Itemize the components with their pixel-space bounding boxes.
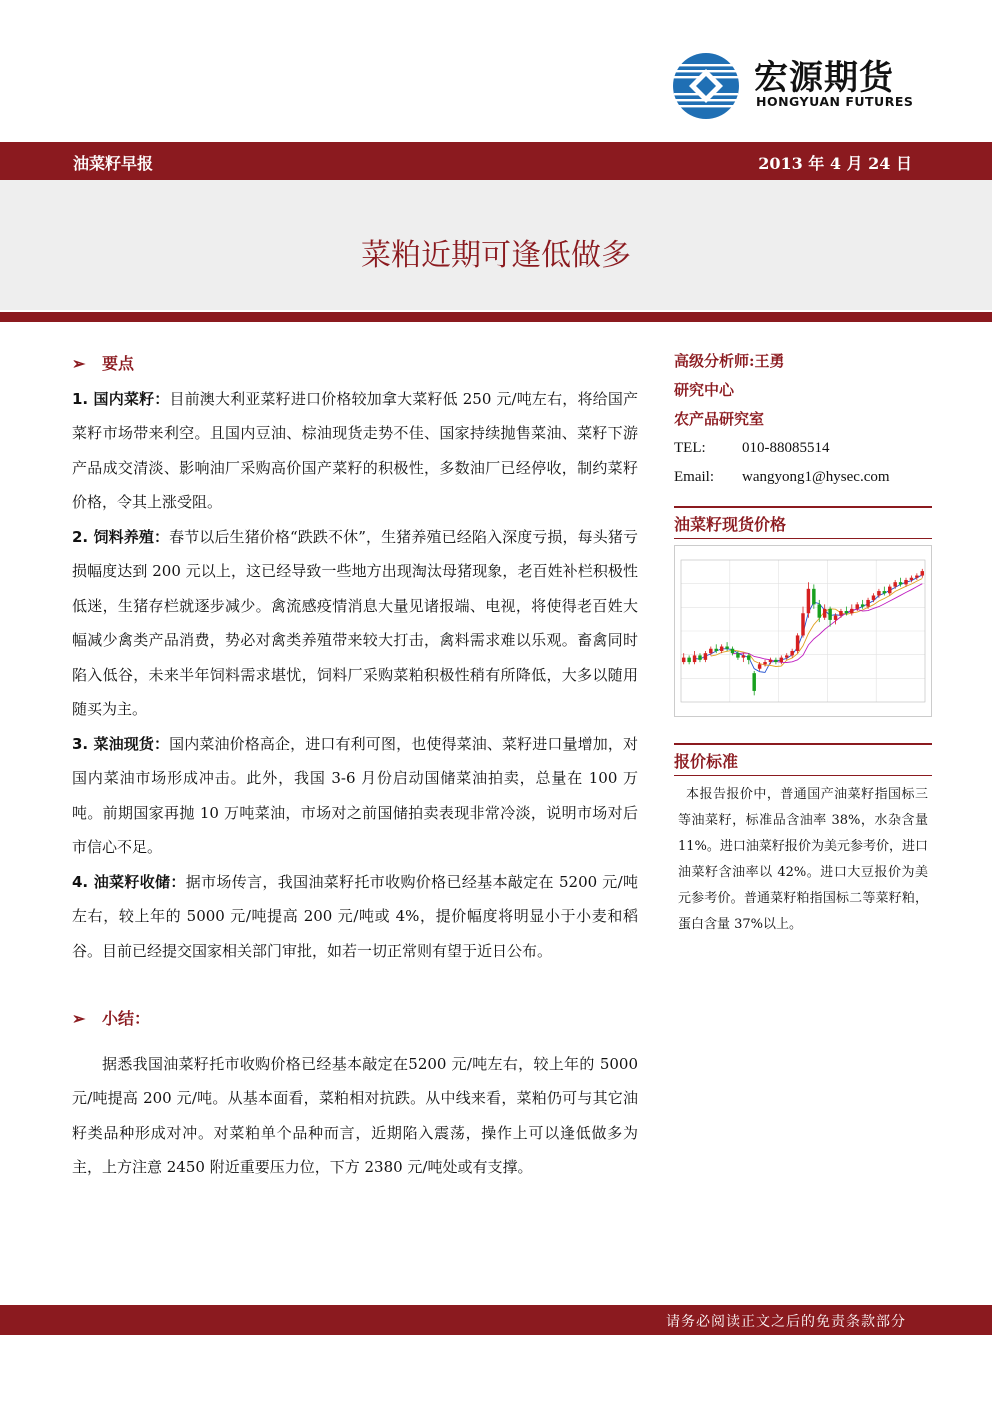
key-point-4 bbox=[72, 865, 638, 969]
candle-body bbox=[834, 615, 837, 619]
research-dept: 农产品研究室 bbox=[674, 410, 765, 428]
candle-body bbox=[742, 655, 745, 657]
key-points-heading bbox=[72, 347, 638, 382]
candle-body bbox=[682, 658, 685, 662]
candle-body bbox=[763, 662, 766, 664]
tel-value: 010-88085514 bbox=[742, 440, 830, 456]
title-divider bbox=[0, 312, 992, 322]
candle-body bbox=[839, 611, 842, 615]
candlestick-chart bbox=[675, 546, 931, 716]
tel-label: TEL: bbox=[674, 440, 706, 456]
analyst-name: 高级分析师:王勇 bbox=[674, 352, 785, 370]
key-point-text: 国内菜油价格高企，进口有利可图，也使得菜油、菜籽进口量增加，对国内菜油市场形成冲击。此外，我国 3-6 月份启动国储菜油拍卖，总量在 100 万吨。前期国家再抛 10 万吨菜油，市场对之前国储拍卖表现非常冷淡，说明市场对后市信心不足。 bbox=[72, 734, 638, 856]
candle-body bbox=[915, 576, 918, 578]
candle-body bbox=[823, 609, 826, 618]
candle-body bbox=[910, 578, 913, 580]
research-center: 研究中心 bbox=[674, 381, 735, 399]
key-point-label: 1. 国内菜籽： bbox=[72, 389, 170, 408]
candle-body bbox=[921, 571, 924, 575]
candle-body bbox=[866, 600, 869, 607]
title-band bbox=[0, 180, 992, 310]
candle-body bbox=[769, 660, 772, 662]
candle-body bbox=[801, 613, 804, 635]
key-point-text: 目前澳大利亚菜籽进口价格较加拿大菜籽低 250 元/吨左右，将给国产菜籽市场带来利空。且国内豆油、棕油现货走势不佳、国家持续抛售菜油、菜籽下游产品成交清淡、影响油厂采购高价国产菜籽的积极性，多数油厂已经停收，制约菜籽价格，令其上涨受阻。 bbox=[72, 389, 638, 511]
key-point-1 bbox=[72, 382, 638, 520]
brand-name-en: HONGYUAN FUTURES bbox=[756, 94, 914, 109]
candle-body bbox=[807, 589, 810, 613]
main-column bbox=[72, 347, 638, 1185]
candle-body bbox=[812, 589, 815, 605]
key-point-text: 春节以后生猪价格“跌跌不休”，生猪养殖已经陷入深度亏损，每头猪亏损幅度达到 200 元以上，这已经导致一些地方出现淘汰母猪现象，老百姓补栏积极性低迷，生猪存栏就逐步减少。禽流感疫情消息大量见诸报端、电视，将使得老百姓大幅减少禽类产品消费，势必对禽类养殖带来较大打击，禽料需求难以乐观。畜禽同时陷入低谷，未来半年饲料需求堪忧，饲料厂采购菜粕积极性稍有所降低，大多以随用随买为主。 bbox=[72, 527, 639, 718]
key-point-2 bbox=[72, 520, 638, 727]
candle-body bbox=[877, 591, 880, 595]
candle-body bbox=[687, 658, 690, 662]
candle-body bbox=[904, 580, 907, 584]
report-type: 油菜籽早报 bbox=[73, 154, 154, 173]
disclaimer-note: 请务必阅读正文之后的免责条款部分 bbox=[666, 1314, 906, 1330]
candle-body bbox=[845, 611, 848, 613]
key-points-heading-text: 要点 bbox=[102, 354, 135, 373]
price-standard-heading: 报价标准 bbox=[674, 743, 932, 776]
candle-body bbox=[720, 647, 723, 651]
hongyuan-logo-icon bbox=[672, 52, 740, 120]
candle-body bbox=[899, 582, 902, 584]
candle-body bbox=[796, 635, 799, 651]
header-bar bbox=[0, 142, 992, 180]
candle-body bbox=[747, 655, 750, 659]
price-chart bbox=[674, 545, 932, 717]
key-point-label: 3. 菜油现货： bbox=[72, 734, 170, 753]
candle-body bbox=[883, 591, 886, 593]
candle-body bbox=[698, 655, 701, 659]
candle-body bbox=[780, 658, 783, 662]
key-point-label: 2. 饲料养殖： bbox=[72, 527, 170, 546]
candle-body bbox=[715, 649, 718, 651]
footer-bar bbox=[0, 1305, 992, 1335]
candle-body bbox=[861, 604, 864, 606]
candle-body bbox=[725, 647, 728, 649]
candle-body bbox=[888, 587, 891, 594]
sidebar bbox=[674, 347, 932, 938]
email-value: wangyong1@hysec.com bbox=[742, 469, 890, 485]
candle-body bbox=[855, 604, 858, 608]
price-standard-text: 本报告报价中，普通国产油菜籽指国标三等油菜籽，标准品含油率 38%，水杂含量 11%。进口油菜籽报价为美元参考价，进口油菜籽含油率以 42%。进口大豆报价为美元参考价。普通菜籽粕指国标二等菜籽粕，蛋白含量 37%以上。 bbox=[678, 787, 928, 932]
candle-body bbox=[704, 653, 707, 660]
candle-body bbox=[818, 604, 821, 617]
candle-body bbox=[785, 655, 788, 657]
arrow-bullet-icon: ➢ bbox=[72, 354, 86, 373]
candle-body bbox=[828, 609, 831, 620]
price-chart-heading: 油菜籽现货价格 bbox=[674, 506, 932, 539]
candle-body bbox=[774, 660, 777, 662]
email-label: Email: bbox=[674, 469, 714, 485]
candle-body bbox=[693, 655, 696, 662]
candle-body bbox=[709, 649, 712, 653]
candle-body bbox=[893, 582, 896, 586]
key-point-label: 4. 油菜籽收储： bbox=[72, 872, 186, 891]
key-point-3 bbox=[72, 727, 638, 865]
key-point-text: 据市场传言，我国油菜籽托市收购价格已经基本敲定在 5200 元/吨左右，较上年的 5000 元/吨提高 200 元/吨或 4%，提价幅度将明显小于小麦和稻谷。目前已经提交国家相关部门审批，如若一切正常则有望于近日公布。 bbox=[72, 872, 638, 960]
candle-body bbox=[736, 653, 739, 657]
summary-text: 据悉我国油菜籽托市收购价格已经基本敲定在5200 元/吨左右，较上年的 5000 元/吨提高 200 元/吨。从基本面看，菜粕相对抗跌。从中线来看，菜粕仍可与其它油籽类品种形成对冲。对菜粕单个品种而言，近期陷入震荡，操作上可以逢低做多为主，上方注意 2450 附近重要压力位，下方 2380 元/吨处或有支撑。 bbox=[72, 1054, 638, 1176]
contact-email bbox=[674, 463, 932, 492]
arrow-bullet-icon: ➢ bbox=[72, 1009, 86, 1028]
candle-body bbox=[790, 651, 793, 655]
candle-body bbox=[872, 596, 875, 600]
summary-heading bbox=[72, 1002, 638, 1037]
page-title: 菜粕近期可逢低做多 bbox=[361, 238, 631, 273]
report-date: 2013 年 4 月 24 日 bbox=[758, 154, 912, 173]
brand-name-cn: 宏源期货 bbox=[754, 58, 894, 98]
candle-body bbox=[850, 609, 853, 613]
candle-body bbox=[752, 673, 755, 691]
company-logo bbox=[672, 46, 922, 122]
candle-body bbox=[758, 664, 761, 668]
summary-heading-text: 小结： bbox=[102, 1009, 151, 1028]
candle-body bbox=[731, 649, 734, 653]
contact-tel bbox=[674, 434, 932, 463]
